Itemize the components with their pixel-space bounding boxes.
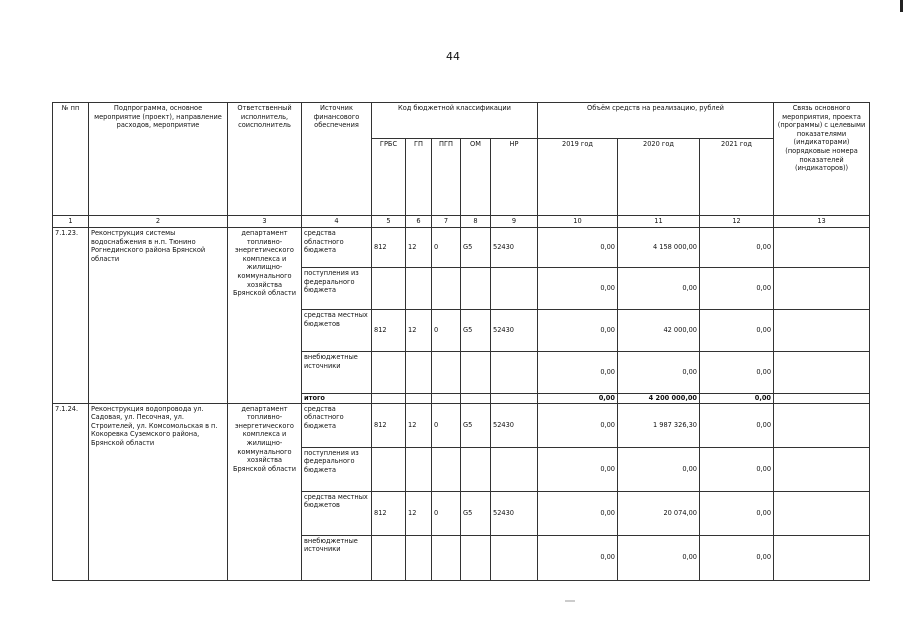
header-grbs: ГРБС	[372, 139, 406, 216]
funding-source: внебюджетные источники	[302, 535, 372, 580]
amount-2021: 0,00	[700, 352, 774, 394]
amount-2020: 42 000,00	[618, 310, 700, 352]
code-pgp	[432, 352, 461, 394]
header-pgp: ПГП	[432, 139, 461, 216]
col-number: 6	[406, 216, 432, 228]
header-num: № пп	[53, 103, 89, 216]
funding-source: внебюджетные источники	[302, 352, 372, 394]
indicator-link	[774, 310, 870, 352]
scan-smudge	[565, 600, 575, 602]
item-name: Реконструкция системы водоснабжения в н.п. Тюнино Рогнединского района Брянской области	[89, 228, 228, 404]
code-gp	[406, 352, 432, 394]
header-responsible: Ответственный исполнитель, соисполнитель	[228, 103, 302, 216]
indicator-link	[774, 352, 870, 394]
total-2020: 4 200 000,00	[618, 394, 700, 404]
header-year-2019: 2019 год	[538, 139, 618, 216]
code-gp	[406, 535, 432, 580]
funding-source: средства местных бюджетов	[302, 491, 372, 535]
code-om: G5	[461, 403, 491, 447]
indicator-link	[774, 535, 870, 580]
col-number: 1	[53, 216, 89, 228]
col-number: 9	[491, 216, 538, 228]
indicator-link	[774, 268, 870, 310]
code-om: G5	[461, 310, 491, 352]
indicator-link	[774, 403, 870, 447]
amount-2020: 0,00	[618, 535, 700, 580]
code-gp: 12	[406, 403, 432, 447]
amount-2021: 0,00	[700, 447, 774, 491]
code-grbs: 812	[372, 310, 406, 352]
code-grbs	[372, 535, 406, 580]
amount-2019: 0,00	[538, 228, 618, 268]
indicator-link	[774, 491, 870, 535]
code-pgp	[432, 447, 461, 491]
scan-edge-mark	[900, 0, 903, 12]
funding-source: средства местных бюджетов	[302, 310, 372, 352]
amount-2019: 0,00	[538, 403, 618, 447]
funding-source: поступления из федерального бюджета	[302, 268, 372, 310]
item-number: 7.1.23.	[53, 228, 89, 404]
code-gp: 12	[406, 310, 432, 352]
amount-2021: 0,00	[700, 228, 774, 268]
amount-2021: 0,00	[700, 535, 774, 580]
header-volume: Объём средств на реализацию, рублей	[538, 103, 774, 139]
col-number: 10	[538, 216, 618, 228]
col-number: 11	[618, 216, 700, 228]
table-row	[53, 228, 870, 268]
col-number: 3	[228, 216, 302, 228]
amount-2019: 0,00	[538, 447, 618, 491]
col-number: 2	[89, 216, 228, 228]
amount-2020: 0,00	[618, 447, 700, 491]
amount-2019: 0,00	[538, 310, 618, 352]
code-nr: 52430	[491, 228, 538, 268]
col-number: 7	[432, 216, 461, 228]
code-grbs: 812	[372, 491, 406, 535]
code-nr: 52430	[491, 310, 538, 352]
item-name: Реконструкция водопровода ул. Садовая, ул. Песочная, ул. Строителей, ул. Комсомольская в п. Кокоревка Суземского района, Брянской области	[89, 403, 228, 580]
funding-source: поступления из федерального бюджета	[302, 447, 372, 491]
amount-2021: 0,00	[700, 268, 774, 310]
budget-table	[52, 102, 870, 581]
amount-2021: 0,00	[700, 403, 774, 447]
code-pgp: 0	[432, 403, 461, 447]
header-year-2021: 2021 год	[700, 139, 774, 216]
indicator-link	[774, 228, 870, 268]
amount-2021: 0,00	[700, 310, 774, 352]
code-grbs	[372, 352, 406, 394]
col-number: 8	[461, 216, 491, 228]
amount-2019: 0,00	[538, 535, 618, 580]
header-name: Подпрограмма, основное мероприятие (проект), направление расходов, мероприятие	[89, 103, 228, 216]
code-pgp	[432, 535, 461, 580]
col-number: 13	[774, 216, 870, 228]
code-pgp	[432, 268, 461, 310]
amount-2020: 20 074,00	[618, 491, 700, 535]
col-number: 12	[700, 216, 774, 228]
amount-2019: 0,00	[538, 268, 618, 310]
column-number-row	[53, 216, 870, 228]
code-om: G5	[461, 228, 491, 268]
code-nr: 52430	[491, 491, 538, 535]
code-om: G5	[461, 491, 491, 535]
funding-source: средства областного бюджета	[302, 403, 372, 447]
code-pgp: 0	[432, 491, 461, 535]
total-label: итого	[302, 394, 372, 404]
header-gp: ГП	[406, 139, 432, 216]
header-om: ОМ	[461, 139, 491, 216]
code-gp: 12	[406, 491, 432, 535]
code-nr	[491, 352, 538, 394]
amount-2020: 1 987 326,30	[618, 403, 700, 447]
indicator-link	[774, 447, 870, 491]
code-grbs: 812	[372, 228, 406, 268]
header-year-2020: 2020 год	[618, 139, 700, 216]
amount-2020: 0,00	[618, 352, 700, 394]
code-pgp: 0	[432, 310, 461, 352]
amount-2020: 4 158 000,00	[618, 228, 700, 268]
funding-source: средства областного бюджета	[302, 228, 372, 268]
code-gp	[406, 268, 432, 310]
code-om	[461, 268, 491, 310]
item-responsible: департамент топливно-энергетического комплекса и жилищно-коммунального хозяйства Брянской области	[228, 403, 302, 580]
code-grbs: 812	[372, 403, 406, 447]
amount-2021: 0,00	[700, 491, 774, 535]
col-number: 4	[302, 216, 372, 228]
page-number: 44	[446, 50, 460, 63]
code-grbs	[372, 447, 406, 491]
col-number: 5	[372, 216, 406, 228]
code-gp	[406, 447, 432, 491]
header-nr: НР	[491, 139, 538, 216]
code-nr: 52430	[491, 403, 538, 447]
code-om	[461, 447, 491, 491]
item-responsible: департамент топливно-энергетического комплекса и жилищно-коммунального хозяйства Брянской области	[228, 228, 302, 404]
code-om	[461, 535, 491, 580]
table-row	[53, 403, 870, 447]
code-nr	[491, 447, 538, 491]
code-nr	[491, 268, 538, 310]
total-2019: 0,00	[538, 394, 618, 404]
amount-2020: 0,00	[618, 268, 700, 310]
item-number: 7.1.24.	[53, 403, 89, 580]
header-budget-code: Код бюджетной классификации	[372, 103, 538, 139]
code-grbs	[372, 268, 406, 310]
code-nr	[491, 535, 538, 580]
total-2021: 0,00	[700, 394, 774, 404]
amount-2019: 0,00	[538, 352, 618, 394]
code-om	[461, 352, 491, 394]
header-source: Источник финансового обеспечения	[302, 103, 372, 216]
code-pgp: 0	[432, 228, 461, 268]
header-indicator-link: Связь основного мероприятия, проекта (программы) с целевыми показателями (индикаторами) (порядковые номера показателей (индикаторов))	[774, 103, 870, 216]
code-gp: 12	[406, 228, 432, 268]
amount-2019: 0,00	[538, 491, 618, 535]
